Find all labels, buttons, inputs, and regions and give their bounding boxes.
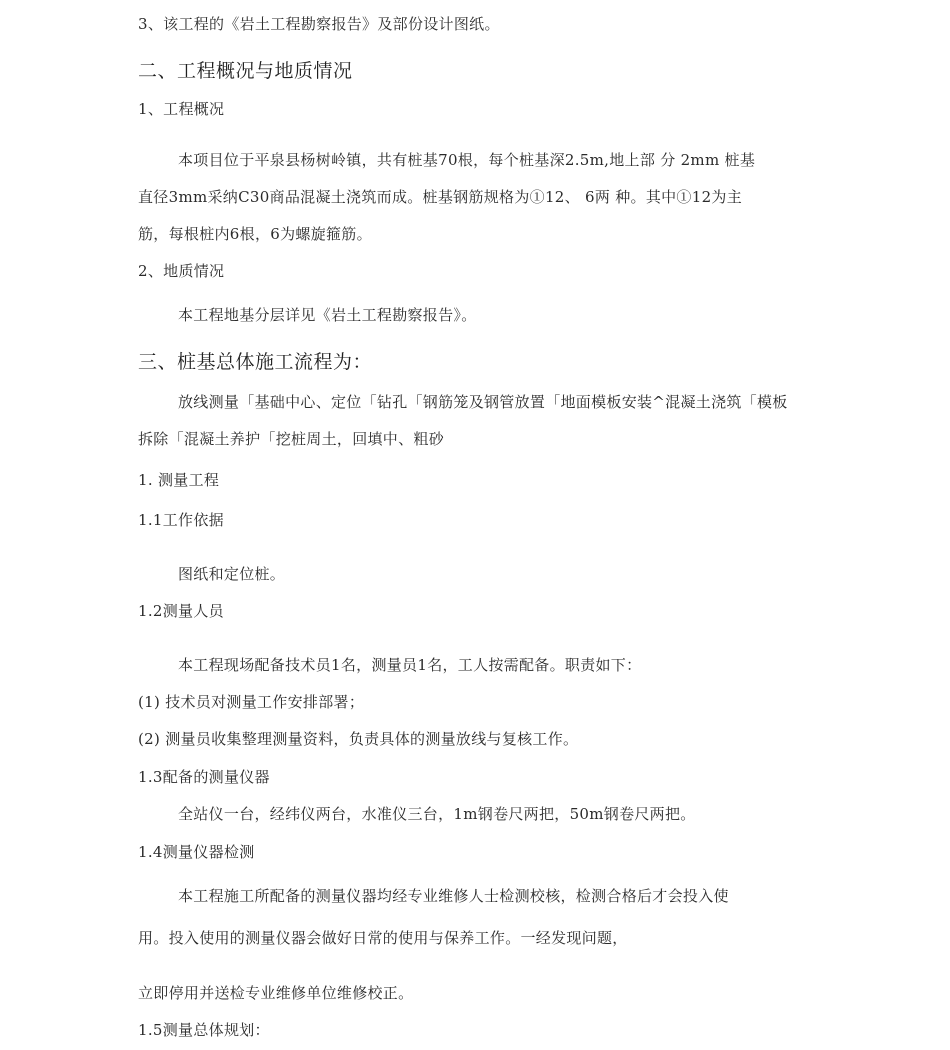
list-item-2: (2) 测量员收集整理测量资料，负责具体的测量放线与复核工作。 — [138, 730, 579, 748]
paragraph-work-basis: 图纸和定位桩。 — [178, 565, 286, 583]
paragraph-project-overview-line-1: 本项目位于平泉县杨树岭镇，共有桩基70根，每个桩基深2.5m,地上部 分 2mm 桩基 — [178, 151, 756, 169]
subheading-geology: 2、地质情况 — [138, 262, 225, 280]
subheading-survey-plan: 1.5测量总体规划： — [138, 1021, 270, 1039]
paragraph-project-overview-line-2: 直径3mm采纳C30商品混凝土浇筑而成。桩基钢筋规格为①12、 6两 种。其中①12为主 — [138, 188, 743, 206]
section-heading-construction-flow: 三、桩基总体施工流程为： — [138, 351, 373, 373]
subheading-survey-staff: 1.2测量人员 — [138, 602, 224, 620]
paragraph-instrument-check-line-3: 立即停用并送检专业维修单位维修校正。 — [138, 984, 414, 1002]
paragraph-survey-staff: 本工程现场配备技术员1名，测量员1名，工人按需配备。职责如下： — [178, 656, 642, 674]
subheading-project-overview: 1、工程概况 — [138, 100, 225, 118]
section-heading-overview-geology: 二、工程概况与地质情况 — [138, 60, 353, 82]
paragraph-geology: 本工程地基分层详见《岩土工程勘察报告》。 — [178, 306, 477, 324]
paragraph-flow-line-1: 放线测量「基础中心、定位「钻孔「钢筋笼及钢管放置「地面模板安装^混凝土浇筑「模板 — [178, 393, 788, 411]
paragraph-project-overview-line-3: 筋，每根桩内6根，6为螺旋箍筋。 — [138, 225, 372, 243]
paragraph-instrument-check-line-2: 用。投入使用的测量仪器会做好日常的使用与保养工作。一经发现问题， — [138, 929, 628, 947]
subheading-survey-work: 1. 测量工程 — [138, 471, 220, 489]
paragraph-instruments: 全站仪一台，经纬仪两台，水准仪三台，1m钢卷尺两把，50m钢卷尺两把。 — [178, 805, 696, 823]
subheading-instrument-check: 1.4测量仪器检测 — [138, 843, 255, 861]
subheading-instruments: 1.3配备的测量仪器 — [138, 768, 270, 786]
list-item-1: (1) 技术员对测量工作安排部署； — [138, 693, 365, 711]
paragraph-instrument-check-line-1: 本工程施工所配备的测量仪器均经专业维修人士检测校核，检测合格后才会投入使 — [178, 887, 729, 905]
paragraph-flow-line-2: 拆除「混凝土养护「挖桩周土，回填中、粗砂 — [138, 430, 445, 448]
reference-item-3: 3、该工程的《岩土工程勘察报告》及部份设计图纸。 — [138, 15, 500, 33]
subheading-work-basis: 1.1工作依据 — [138, 511, 224, 529]
